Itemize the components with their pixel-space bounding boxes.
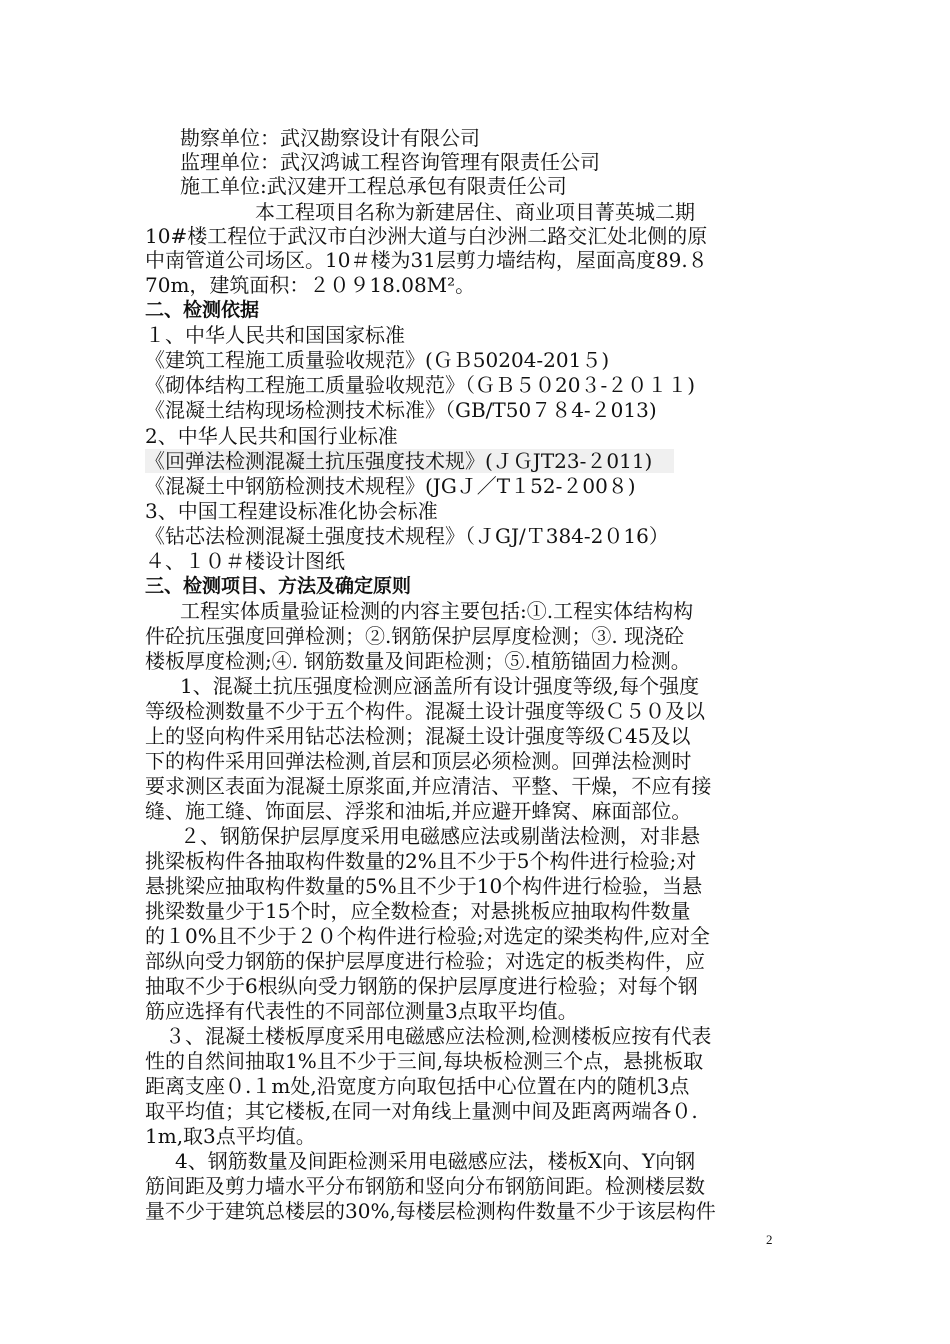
- paragraph-line: 量不少于建筑总楼层的30%,每楼层检测构件数量不少于该层构件: [145, 1199, 716, 1223]
- survey-unit-line: 勘察单位：武汉勘察设计有限公司: [180, 126, 480, 150]
- paragraph-line: 工程实体质量验证检测的内容主要包括:①.工程实体结构构: [180, 599, 694, 623]
- basis-item: 《混凝土结构现场检测技术标准》（GB/T50７８4-２013): [145, 398, 657, 422]
- paragraph-line: 下的构件采用回弹法检测,首层和顶层必须检测。回弹法检测时: [145, 749, 692, 773]
- basis-item: 3、中国工程建设标准化协会标准: [145, 499, 438, 523]
- paragraph-line: 筋间距及剪力墙水平分布钢筋和竖向分布钢筋间距。检测楼层数: [145, 1174, 705, 1198]
- paragraph-line: 距离支座０.１m处,沿宽度方向取包括中心位置在内的随机3点: [145, 1074, 690, 1098]
- intro-line: 本工程项目名称为新建居住、商业项目菁英城二期: [255, 200, 695, 224]
- construction-unit-line: 施工单位:武汉建开工程总承包有限责任公司: [180, 174, 567, 198]
- paragraph-line: 要求测区表面为混凝土原浆面,并应清洁、平整、干燥，不应有接: [145, 774, 712, 798]
- paragraph-line: 部纵向受力钢筋的保护层厚度进行检验；对选定的板类构件，应: [145, 949, 705, 973]
- paragraph-line: 上的竖向构件采用钻芯法检测；混凝土设计强度等级Ｃ45及以: [145, 724, 691, 748]
- paragraph-line: 悬挑梁应抽取构件数量的5%且不少于10个构件进行检验，当悬: [145, 874, 703, 898]
- paragraph-line: 筋应选择有代表性的不同部位测量3点取平均值。: [145, 999, 578, 1023]
- paragraph-line: ２、钢筋保护层厚度采用电磁感应法或剔凿法检测，对非悬: [180, 824, 700, 848]
- section3-heading: 三、检测项目、方法及确定原则: [145, 575, 412, 597]
- paragraph-line: ３、混凝土楼板厚度采用电磁感应法检测,检测楼板应按有代表: [165, 1024, 712, 1048]
- paragraph-line: 挑梁数量少于15个时，应全数检查；对悬挑板应抽取构件数量: [145, 899, 691, 923]
- basis-item: 《钻芯法检测混凝土强度技术规程》（ＪGJ/Ｔ384-2０16）: [145, 524, 669, 548]
- page-number: 2: [766, 1232, 773, 1247]
- paragraph-line: 取平均值；其它楼板,在同一对角线上量测中间及距离两端各０.: [145, 1099, 698, 1123]
- paragraph-line: 缝、施工缝、饰面层、浮浆和油垢,并应避开蜂窝、麻面部位。: [145, 799, 692, 823]
- intro-line: 中南管道公司场区。10＃楼为31层剪力墙结构，屋面高度89.８: [145, 248, 708, 272]
- basis-item: １、中华人民共和国国家标准: [145, 323, 405, 347]
- paragraph-line: 性的自然间抽取1%且不少于三间,每块板检测三个点，悬挑板取: [145, 1049, 704, 1073]
- intro-line: 10#楼工程位于武汉市白沙洲大道与白沙洲二路交汇处北侧的原: [145, 224, 708, 248]
- basis-item: 《砌体结构工程施工质量验收规范》（ＧＢ５０20３-２０１１): [145, 373, 696, 397]
- paragraph-line: 楼板厚度检测;④. 钢筋数量及间距检测；⑤.植筋锚固力检测。: [145, 649, 691, 673]
- paragraph-line: 件砼抗压强度回弹检测；②.钢筋保护层厚度检测；③. 现浇砼: [145, 624, 685, 648]
- supervision-unit-line: 监理单位：武汉鸿诚工程咨询管理有限责任公司: [180, 150, 600, 174]
- paragraph-line: 的１0%且不少于２０个构件进行检验;对选定的梁类构件,应对全: [145, 924, 710, 948]
- paragraph-line: 挑梁板构件各抽取构件数量的2%且不少于5个构件进行检验;对: [145, 849, 697, 873]
- intro-line: 70m，建筑面积：２０９18.08M²。: [145, 273, 476, 297]
- paragraph-line: 1m,取3点平均值。: [145, 1124, 316, 1148]
- basis-item: 《回弹法检测混凝土抗压强度技术规》(ＪＧJT23-２011): [145, 449, 674, 473]
- basis-item: 2、中华人民共和国行业标准: [145, 424, 398, 448]
- paragraph-line: 抽取不少于6根纵向受力钢筋的保护层厚度进行检验；对每个钢: [145, 974, 698, 998]
- basis-item: ４、１０＃楼设计图纸: [145, 549, 345, 573]
- paragraph-line: 等级检测数量不少于五个构件。混凝土设计强度等级Ｃ５０及以: [145, 699, 705, 723]
- basis-item: 《建筑工程施工质量验收规范》(ＧＢ50204-201５): [145, 348, 610, 372]
- paragraph-line: 4、钢筋数量及间距检测采用电磁感应法，楼板X向、Y向钢: [175, 1149, 696, 1173]
- paragraph-line: 1、混凝土抗压强度检测应涵盖所有设计强度等级,每个强度: [180, 674, 700, 698]
- section2-heading: 二、检测依据: [145, 299, 260, 321]
- basis-item: 《混凝土中钢筋检测技术规程》(JGＪ／T１52-２00８): [145, 474, 636, 498]
